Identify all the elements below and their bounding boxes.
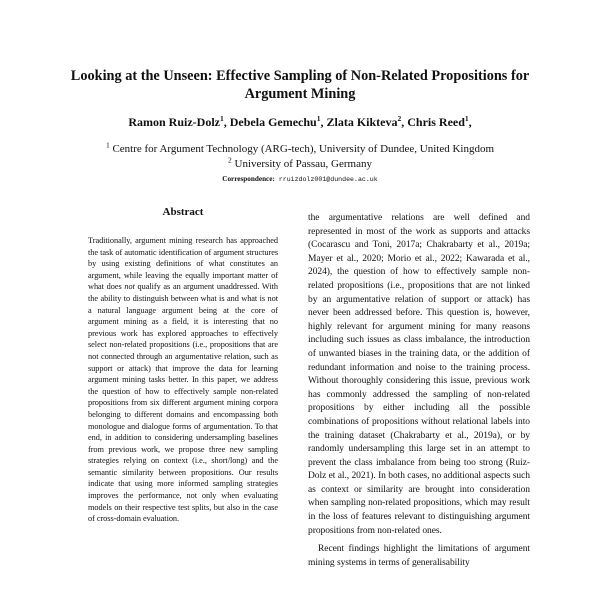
author-name: Ramon Ruiz-Dolz <box>128 115 220 129</box>
author-affil-marker: 1 <box>316 114 321 123</box>
abstract-text-part: qualify as an argument unaddressed. With the ability to distinguish between what is and what is not a natural language argument being at the core of argument mining as a field, it is interesting that no previous work has explored approaches to effectively select non-related propositions (i.e., propositions that are not connected through an argumentative relation, such as support or attack) that improve the data for learning argument mining tasks better. In this paper, we address the question of how to effectively sample non-related propositions from six different argument mining corpora belonging to different domains and encompassing both monologue and dialogue forms of argumentation. To that end, in addition to considering undersampling baselines from previous work, we propose three new sampling strategies relying on context (i.e., short/long) and the semantic similarity between propositions. Our results indicate that using more informed sampling strategies improves the performance, not only when evaluating models on their respective test splits, but also in the case of cross-domain evaluation. <box>88 282 278 524</box>
author-name: Debela Gemechu <box>229 115 317 129</box>
abstract-heading: Abstract <box>162 206 204 218</box>
title-line-1: Looking at the Unseen: Effective Sampling of Non-Related Propositions for <box>70 68 530 84</box>
correspondence <box>40 174 560 185</box>
right-column <box>308 212 530 600</box>
title-line-2: Argument Mining <box>244 86 356 102</box>
affiliation-2 <box>40 157 560 171</box>
author-affil-marker: 2 <box>397 114 402 123</box>
body-paragraph: the argumentative relations are well defined and represented in most of the work as supports and attacks (Cocarascu and Toni, 2017a; Chakrabarty et al., 2019a; Mayer et al., 2020; Morio et al., 2022; Kawarada et al., 2024), the question of how to effectively sample non-related propositions (i.e., propositions that are not linked by an argumentative relation of support or attack) has never been addressed before. This question is, however, highly relevant for argument mining for many reasons including such issues as class imbalance, the introduction of unwanted biases in the training data, or the addition of redundant information and noise to the training process. Without thoroughly considering this issue, previous work has commonly addressed the sampling of non-related propositions by either including all the possible combinations of propositions without relational labels into the training dataset (Chakrabarty et al., 2019a), or by randomly undersampling this large set in an attempt to prevent the class imbalance from being too strong (Ruiz-Dolz et al., 2021). In both cases, no additional aspects such as context or similarity are brought into consideration when sampling non-related propositions, which may result in the loss of features relevant to distinguishing argument propositions from non-related ones. <box>308 213 530 536</box>
author-separator: , <box>468 115 472 129</box>
author-list <box>40 114 560 130</box>
affiliation-1 <box>40 142 560 156</box>
author-separator: , <box>401 115 408 129</box>
affiliation-marker: 2 <box>228 155 232 165</box>
body-paragraph: Recent findings highlight the limitations of argument mining systems in terms of generalisability <box>308 544 530 568</box>
author-name: Zlata Kikteva <box>326 115 398 129</box>
author-affil-marker: 1 <box>464 114 469 123</box>
author-affil-marker: 1 <box>220 114 224 123</box>
left-column <box>88 205 278 525</box>
author-separator: , <box>320 115 327 129</box>
correspondence-email[interactable]: rruizdolz001@dundee.ac.uk <box>274 176 378 183</box>
affiliation-marker: 1 <box>105 140 110 150</box>
author-separator: , <box>223 115 230 129</box>
abstract-emphasis: not <box>124 282 135 292</box>
abstract-text-part: Traditionally, argument mining research has approached the task of automatic identification of argument structures by using existing definitions of what constitutes an argument, while leaving the equally important matter of what does <box>88 236 278 292</box>
correspondence-label: Correspondence: <box>222 175 275 183</box>
author-name: Chris Reed <box>407 115 465 129</box>
paper-title <box>40 67 560 103</box>
abstract-text <box>88 235 278 525</box>
affiliation-text: University of Passau, Germany <box>231 158 372 170</box>
affiliation-text: Centre for Argument Technology (ARG-tech), University of Dundee, United Kingdom <box>109 143 495 155</box>
